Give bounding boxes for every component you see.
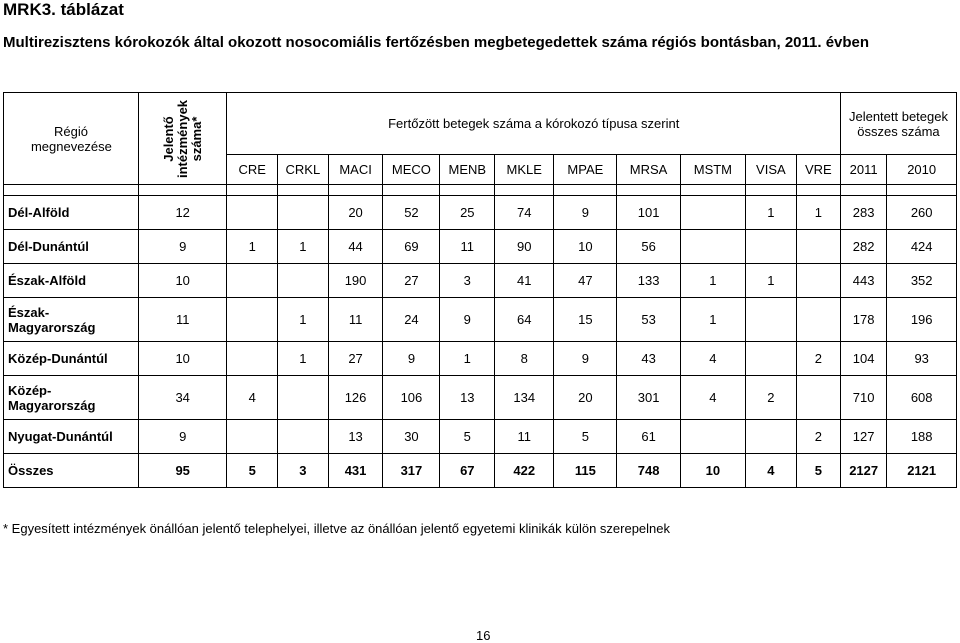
column-header: MECO (383, 155, 440, 185)
cell-value: 5 (796, 454, 840, 488)
region-name: Nyugat-Dunántúl (4, 420, 139, 454)
cell-value (796, 230, 840, 264)
table-title: Multirezisztens kórokozók által okozott nosocomiális fertőzésben megbetegedettek száma régiós bontásban, 2011. évben (3, 34, 870, 51)
cell-value: 134 (495, 376, 554, 420)
cell-value: 69 (383, 230, 440, 264)
cell-value: 283 (840, 196, 886, 230)
cell-value: 13 (440, 376, 495, 420)
cell-value: 24 (383, 298, 440, 342)
cell-value: 12 (138, 196, 227, 230)
cell-value (746, 342, 797, 376)
data-table (3, 92, 957, 488)
footnote: * Egyesített intézmények önállóan jelentő telephelyei, illetve az önállóan jelentő egyetemi klinikák külön szerepelnek (3, 521, 671, 536)
cell-value: 13 (328, 420, 383, 454)
region-name: Közép-Dunántúl (4, 342, 139, 376)
cell-value: 4 (680, 342, 745, 376)
region-name: Dél-Dunántúl (4, 230, 139, 264)
cell-value: 115 (554, 454, 617, 488)
cell-value: 53 (617, 298, 680, 342)
column-header: 2011 (840, 155, 886, 185)
cell-value (796, 264, 840, 298)
region-name: Összes (4, 454, 139, 488)
cell-value: 8 (495, 342, 554, 376)
cell-value (278, 196, 329, 230)
table-row (4, 196, 957, 230)
cell-value: 9 (440, 298, 495, 342)
region-name: Észak-​Magyarország (4, 298, 139, 342)
column-header: MENB (440, 155, 495, 185)
cell-value: 608 (887, 376, 957, 420)
cell-value: 9 (554, 196, 617, 230)
cell-value: 2127 (840, 454, 886, 488)
cell-value: 1 (796, 196, 840, 230)
cell-value: 1 (680, 298, 745, 342)
cell-value: 104 (840, 342, 886, 376)
table-row (4, 230, 957, 264)
cell-value: 11 (440, 230, 495, 264)
cell-value: 126 (328, 376, 383, 420)
table-row (4, 342, 957, 376)
cell-value (227, 196, 278, 230)
cell-value: 710 (840, 376, 886, 420)
column-header: CRE (227, 155, 278, 185)
cell-value: 90 (495, 230, 554, 264)
cell-value: 424 (887, 230, 957, 264)
column-header: VRE (796, 155, 840, 185)
cell-value: 106 (383, 376, 440, 420)
cell-value: 3 (278, 454, 329, 488)
cell-value: 27 (328, 342, 383, 376)
region-name: Észak-Alföld (4, 264, 139, 298)
cell-value (746, 420, 797, 454)
region-header-text: Régió megnevezése (30, 123, 112, 154)
column-header: MKLE (495, 155, 554, 185)
institutions-header (138, 93, 227, 185)
cell-value (746, 298, 797, 342)
cell-value: 74 (495, 196, 554, 230)
cell-value: 11 (328, 298, 383, 342)
cell-value: 67 (440, 454, 495, 488)
cell-value (278, 376, 329, 420)
cell-value: 443 (840, 264, 886, 298)
cell-value: 30 (383, 420, 440, 454)
cell-value: 188 (887, 420, 957, 454)
cell-value: 10 (138, 264, 227, 298)
cell-value: 4 (746, 454, 797, 488)
cell-value: 1 (440, 342, 495, 376)
cell-value: 20 (328, 196, 383, 230)
cell-value: 2 (796, 420, 840, 454)
table-row (4, 264, 957, 298)
cell-value: 25 (440, 196, 495, 230)
cell-value: 260 (887, 196, 957, 230)
cell-value: 34 (138, 376, 227, 420)
cell-value (680, 420, 745, 454)
column-header: CRKL (278, 155, 329, 185)
cell-value: 27 (383, 264, 440, 298)
cell-value: 1 (746, 196, 797, 230)
cell-value: 422 (495, 454, 554, 488)
cell-value: 317 (383, 454, 440, 488)
cell-value: 4 (680, 376, 745, 420)
cell-value: 20 (554, 376, 617, 420)
column-header: MSTM (680, 155, 745, 185)
cell-value: 5 (554, 420, 617, 454)
table-label: MRK3. táblázat (3, 0, 124, 19)
total-group-header: Jelentett betegek összes száma (840, 93, 956, 155)
cell-value (796, 298, 840, 342)
cell-value (227, 298, 278, 342)
cell-value (278, 264, 329, 298)
cell-value: 95 (138, 454, 227, 488)
cell-value: 133 (617, 264, 680, 298)
cell-value: 196 (887, 298, 957, 342)
cell-value: 1 (227, 230, 278, 264)
cell-value: 41 (495, 264, 554, 298)
cell-value: 431 (328, 454, 383, 488)
region-header (4, 93, 139, 185)
cell-value (680, 230, 745, 264)
cell-value: 10 (554, 230, 617, 264)
table-row (4, 376, 957, 420)
column-header: MRSA (617, 155, 680, 185)
cell-value: 4 (227, 376, 278, 420)
institutions-header-text: Jelentő intézmények száma* (160, 99, 204, 178)
table-row (4, 298, 957, 342)
cell-value: 101 (617, 196, 680, 230)
cell-value: 2 (796, 342, 840, 376)
cell-value (278, 420, 329, 454)
cell-value: 1 (278, 298, 329, 342)
cell-value (796, 376, 840, 420)
column-header: MPAE (554, 155, 617, 185)
cell-value: 9 (138, 230, 227, 264)
cell-value: 748 (617, 454, 680, 488)
cell-value: 2 (746, 376, 797, 420)
cell-value: 9 (383, 342, 440, 376)
column-header: MACI (328, 155, 383, 185)
cell-value: 61 (617, 420, 680, 454)
cell-value: 93 (887, 342, 957, 376)
cell-value: 10 (680, 454, 745, 488)
region-name: Dél-Alföld (4, 196, 139, 230)
cell-value: 56 (617, 230, 680, 264)
cell-value: 1 (680, 264, 745, 298)
cell-value: 1 (278, 342, 329, 376)
cell-value (680, 196, 745, 230)
column-header: VISA (746, 155, 797, 185)
cell-value: 9 (138, 420, 227, 454)
cell-value: 301 (617, 376, 680, 420)
cell-value: 190 (328, 264, 383, 298)
cell-value: 5 (227, 454, 278, 488)
cell-value: 11 (138, 298, 227, 342)
cell-value (227, 264, 278, 298)
region-name: Közép-​Magyarország (4, 376, 139, 420)
cell-value: 43 (617, 342, 680, 376)
cell-value (227, 420, 278, 454)
cell-value: 47 (554, 264, 617, 298)
cell-value: 44 (328, 230, 383, 264)
cell-value: 127 (840, 420, 886, 454)
cell-value (746, 230, 797, 264)
cell-value: 9 (554, 342, 617, 376)
column-header: 2010 (887, 155, 957, 185)
cell-value: 52 (383, 196, 440, 230)
pathogen-group-header: Fertőzött betegek száma a kórokozó típusa szerint (227, 93, 841, 155)
cell-value: 11 (495, 420, 554, 454)
cell-value: 5 (440, 420, 495, 454)
total-row (4, 454, 957, 488)
cell-value: 64 (495, 298, 554, 342)
cell-value: 10 (138, 342, 227, 376)
table-row (4, 420, 957, 454)
page-number: 16 (476, 628, 491, 643)
cell-value: 1 (278, 230, 329, 264)
cell-value: 178 (840, 298, 886, 342)
cell-value: 2121 (887, 454, 957, 488)
cell-value: 352 (887, 264, 957, 298)
cell-value: 1 (746, 264, 797, 298)
cell-value: 3 (440, 264, 495, 298)
cell-value: 282 (840, 230, 886, 264)
cell-value: 15 (554, 298, 617, 342)
cell-value (227, 342, 278, 376)
